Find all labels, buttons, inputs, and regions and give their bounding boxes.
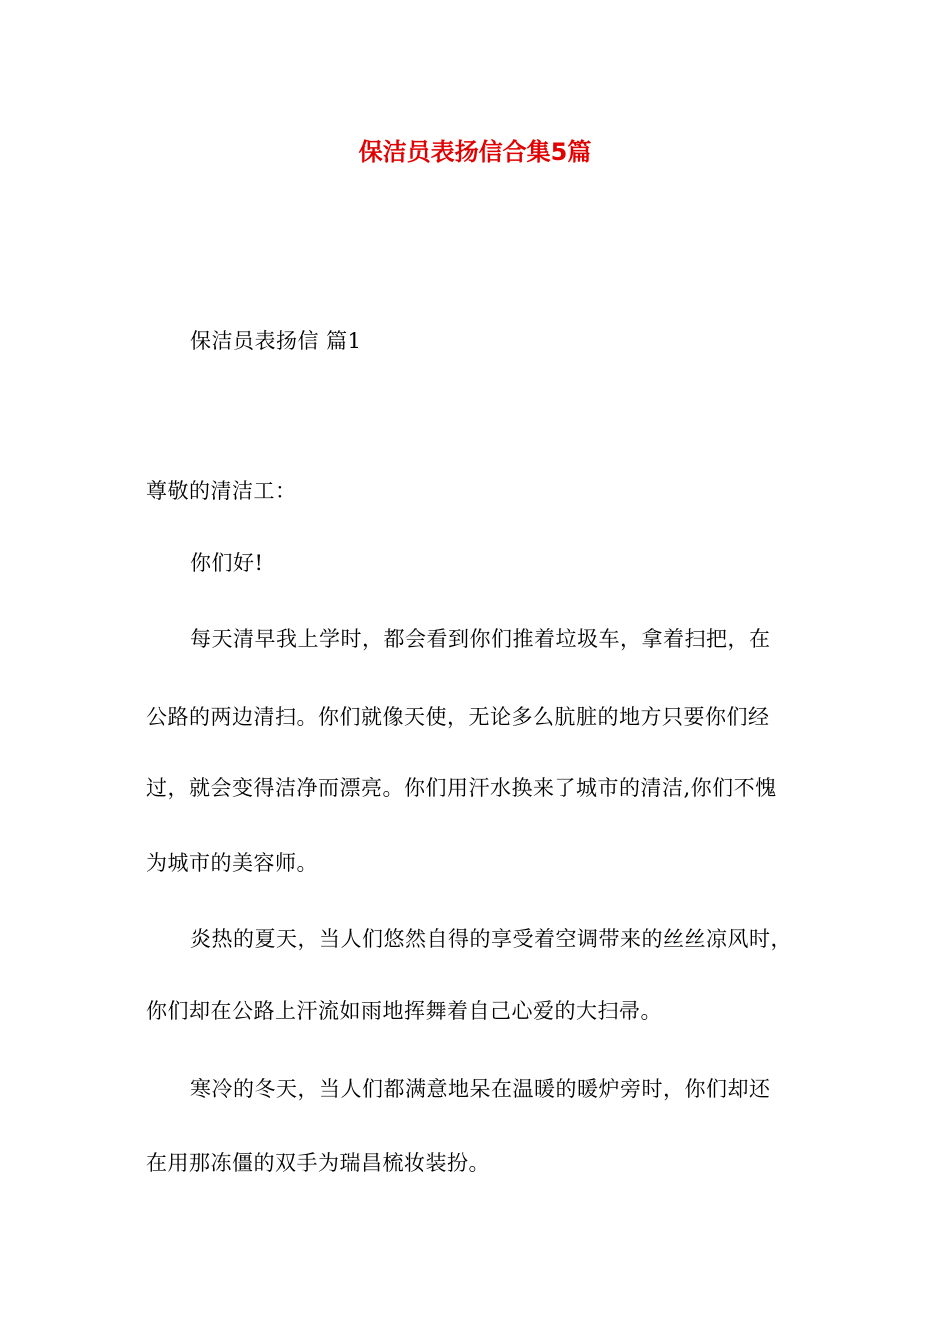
paragraph-1-line-4: 为城市的美容师。 bbox=[146, 851, 318, 875]
document-title: 保洁员表扬信合集5篇 bbox=[358, 138, 592, 166]
greeting: 你们好! bbox=[190, 551, 264, 575]
paragraph-1-line-3: 过，就会变得洁净而漂亮。你们用汗水换来了城市的清洁,你们不愧 bbox=[146, 776, 777, 800]
paragraph-1-line-1: 每天清早我上学时，都会看到你们推着垃圾车，拿着扫把，在 bbox=[190, 627, 771, 651]
paragraph-3-line-1: 寒冷的冬天，当人们都满意地呆在温暖的暖炉旁时，你们却还 bbox=[190, 1077, 771, 1101]
section-heading: 保洁员表扬信 篇1 bbox=[190, 329, 362, 353]
paragraph-2-line-2: 你们却在公路上汗流如雨地挥舞着自己心爱的大扫帚。 bbox=[146, 999, 662, 1023]
salutation: 尊敬的清洁工： bbox=[146, 479, 297, 503]
paragraph-1-line-2: 公路的两边清扫。你们就像天使，无论多么肮脏的地方只要你们经 bbox=[146, 705, 770, 729]
paragraph-2-line-1: 炎热的夏天，当人们悠然自得的享受着空调带来的丝丝凉风时， bbox=[190, 927, 792, 951]
paragraph-3-line-2: 在用那冻僵的双手为瑞昌梳妆装扮。 bbox=[146, 1151, 490, 1175]
